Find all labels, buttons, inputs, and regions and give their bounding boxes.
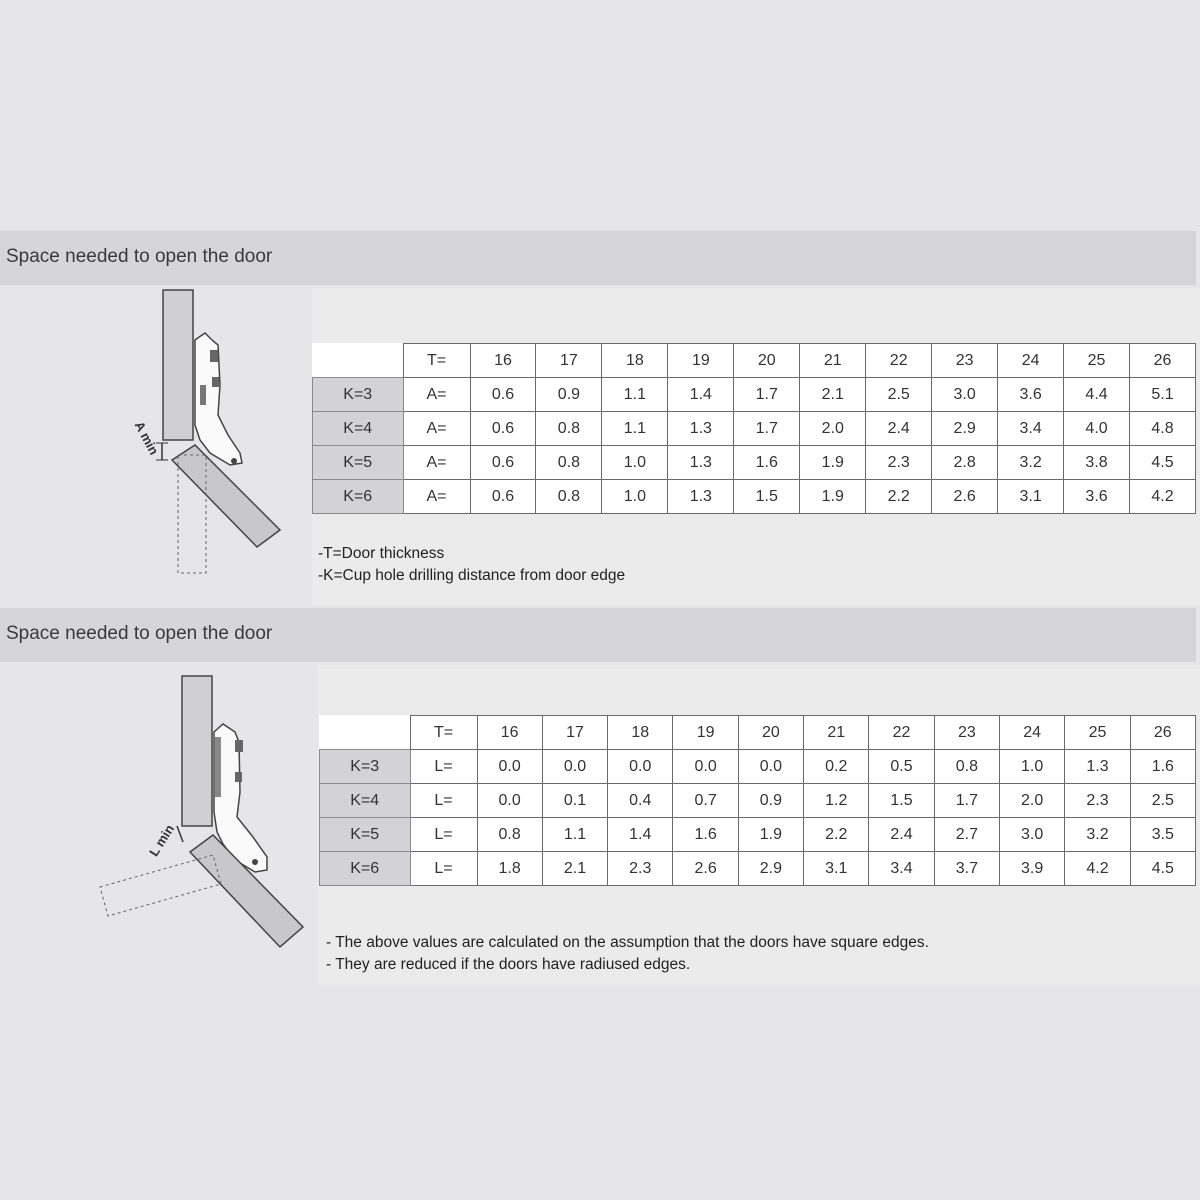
table-a-min [312, 343, 1196, 514]
section-1-title: Space needed to open the door [6, 246, 273, 267]
table-cell: 3.6 [998, 378, 1064, 412]
table-cell: 4.5 [1130, 446, 1196, 480]
table-cell: 3.0 [932, 378, 998, 412]
table-cell: 4.0 [1064, 412, 1130, 446]
table-cell: 1.6 [734, 446, 800, 480]
table-cell: 4.4 [1064, 378, 1130, 412]
table-cell: 0.6 [470, 378, 536, 412]
variable-cell: A= [403, 412, 470, 446]
table-cell: 0.8 [536, 446, 602, 480]
note-cup-hole: -K=Cup hole drilling distance from door edge [318, 567, 626, 584]
table-cell: 0.8 [934, 750, 999, 784]
table-cell: 2.0 [1000, 784, 1065, 818]
section-1-notes [318, 543, 625, 587]
variable-cell: A= [403, 378, 470, 412]
section-1-header [0, 231, 1196, 285]
table-cell: 4.5 [1130, 852, 1195, 886]
table-cell: 3.2 [1065, 818, 1130, 852]
thickness-header: 19 [673, 716, 738, 750]
table-cell: 3.6 [1064, 480, 1130, 514]
table-cell: 2.6 [673, 852, 738, 886]
table-cell: 1.6 [1130, 750, 1195, 784]
table-corner [313, 344, 404, 378]
k-value-cell: K=5 [320, 818, 411, 852]
thickness-header: 25 [1064, 344, 1130, 378]
table-cell: 0.0 [673, 750, 738, 784]
table-cell: 0.1 [542, 784, 607, 818]
variable-cell: L= [410, 818, 477, 852]
table-cell: 2.6 [932, 480, 998, 514]
table-cell: 3.5 [1130, 818, 1195, 852]
table-cell: 3.0 [1000, 818, 1065, 852]
table-cell: 0.6 [470, 412, 536, 446]
thickness-header: 22 [866, 344, 932, 378]
thickness-header: 20 [738, 716, 803, 750]
table-row [320, 852, 1196, 886]
table-cell: 1.2 [804, 784, 869, 818]
table-cell: 1.3 [668, 446, 734, 480]
a-min-label: A min [131, 418, 162, 458]
table-cell: 3.4 [998, 412, 1064, 446]
table-cell: 3.7 [934, 852, 999, 886]
note-square-edges: - The above values are calculated on the assumption that the doors have square edges. [326, 934, 929, 951]
table-cell: 2.4 [866, 412, 932, 446]
note-door-thickness: -T=Door thickness [318, 545, 445, 562]
table-cell: 4.8 [1130, 412, 1196, 446]
table-cell: 1.4 [668, 378, 734, 412]
table-cell: 0.6 [470, 446, 536, 480]
table-cell: 1.1 [602, 378, 668, 412]
table-cell: 2.2 [866, 480, 932, 514]
k-value-cell: K=4 [320, 784, 411, 818]
table-cell: 2.4 [869, 818, 934, 852]
thickness-header: 17 [536, 344, 602, 378]
table-cell: 2.3 [1065, 784, 1130, 818]
table-cell: 2.0 [800, 412, 866, 446]
table-cell: 1.7 [734, 412, 800, 446]
table-cell: 1.9 [738, 818, 803, 852]
table-cell: 1.5 [734, 480, 800, 514]
variable-cell: A= [403, 446, 470, 480]
table-row [313, 378, 1196, 412]
table-cell: 2.8 [932, 446, 998, 480]
table-cell: 3.8 [1064, 446, 1130, 480]
table-cell: 1.1 [542, 818, 607, 852]
table-cell: 4.2 [1130, 480, 1196, 514]
table-cell: 5.1 [1130, 378, 1196, 412]
table-row [313, 412, 1196, 446]
table-corner [320, 716, 411, 750]
table-cell: 4.2 [1065, 852, 1130, 886]
table-cell: 0.7 [673, 784, 738, 818]
section-2-header [0, 608, 1196, 662]
table-cell: 1.0 [1000, 750, 1065, 784]
table-cell: 2.9 [932, 412, 998, 446]
table-row [313, 480, 1196, 514]
section-2-title: Space needed to open the door [6, 623, 273, 644]
thickness-header: 23 [934, 716, 999, 750]
thickness-header: 16 [477, 716, 542, 750]
thickness-header: 21 [800, 344, 866, 378]
table-cell: 1.7 [734, 378, 800, 412]
table-cell: 0.8 [477, 818, 542, 852]
thickness-header: 26 [1130, 344, 1196, 378]
table-cell: 2.9 [738, 852, 803, 886]
k-value-cell: K=3 [320, 750, 411, 784]
table-cell: 0.0 [477, 750, 542, 784]
table-row [320, 818, 1196, 852]
table-cell: 1.9 [800, 480, 866, 514]
hinge-diagram-l-min [95, 672, 320, 962]
table-cell: 0.0 [477, 784, 542, 818]
k-value-cell: K=3 [313, 378, 404, 412]
table-cell: 1.3 [668, 412, 734, 446]
thickness-header: 26 [1130, 716, 1195, 750]
k-value-cell: K=6 [320, 852, 411, 886]
variable-cell: L= [410, 750, 477, 784]
table-cell: 1.1 [602, 412, 668, 446]
variable-cell: A= [403, 480, 470, 514]
table-cell: 2.3 [608, 852, 673, 886]
table-cell: 0.8 [536, 412, 602, 446]
thickness-header: 23 [932, 344, 998, 378]
thickness-label: T= [403, 344, 470, 378]
table-cell: 0.9 [536, 378, 602, 412]
thickness-header: 25 [1065, 716, 1130, 750]
thickness-header: 16 [470, 344, 536, 378]
table-cell: 0.2 [804, 750, 869, 784]
table-cell: 1.8 [477, 852, 542, 886]
table-cell: 0.6 [470, 480, 536, 514]
table-cell: 1.0 [602, 446, 668, 480]
k-value-cell: K=4 [313, 412, 404, 446]
table-cell: 2.2 [804, 818, 869, 852]
table-l-min [319, 715, 1196, 886]
thickness-header: 24 [1000, 716, 1065, 750]
hinge-diagram-a-min [100, 285, 310, 585]
table-cell: 0.8 [536, 480, 602, 514]
note-radiused-edges: - They are reduced if the doors have radiused edges. [326, 956, 691, 973]
thickness-header: 18 [602, 344, 668, 378]
table-cell: 1.3 [1065, 750, 1130, 784]
table-cell: 1.7 [934, 784, 999, 818]
table-cell: 0.0 [608, 750, 673, 784]
table-cell: 1.9 [800, 446, 866, 480]
table-cell: 0.0 [542, 750, 607, 784]
section-2-notes [326, 932, 929, 976]
table-row [313, 446, 1196, 480]
thickness-header: 22 [869, 716, 934, 750]
k-value-cell: K=6 [313, 480, 404, 514]
table-cell: 1.3 [668, 480, 734, 514]
table-row [320, 750, 1196, 784]
thickness-header: 21 [804, 716, 869, 750]
k-value-cell: K=5 [313, 446, 404, 480]
variable-cell: L= [410, 852, 477, 886]
table-cell: 0.5 [869, 750, 934, 784]
variable-cell: L= [410, 784, 477, 818]
table-cell: 3.9 [1000, 852, 1065, 886]
table-cell: 3.1 [998, 480, 1064, 514]
table-cell: 1.6 [673, 818, 738, 852]
table-cell: 0.9 [738, 784, 803, 818]
table-cell: 2.7 [934, 818, 999, 852]
table-cell: 2.5 [866, 378, 932, 412]
table-cell: 3.2 [998, 446, 1064, 480]
thickness-label: T= [410, 716, 477, 750]
table-cell: 0.0 [738, 750, 803, 784]
table-row [320, 784, 1196, 818]
table-cell: 2.1 [542, 852, 607, 886]
table-cell: 3.4 [869, 852, 934, 886]
table-cell: 2.1 [800, 378, 866, 412]
table-cell: 1.0 [602, 480, 668, 514]
thickness-header: 17 [542, 716, 607, 750]
table-cell: 2.3 [866, 446, 932, 480]
thickness-header: 19 [668, 344, 734, 378]
table-cell: 2.5 [1130, 784, 1195, 818]
table-cell: 1.5 [869, 784, 934, 818]
table-cell: 1.4 [608, 818, 673, 852]
thickness-header: 20 [734, 344, 800, 378]
table-cell: 0.4 [608, 784, 673, 818]
thickness-header: 24 [998, 344, 1064, 378]
l-min-label: L min [146, 821, 178, 859]
table-cell: 3.1 [804, 852, 869, 886]
thickness-header: 18 [608, 716, 673, 750]
